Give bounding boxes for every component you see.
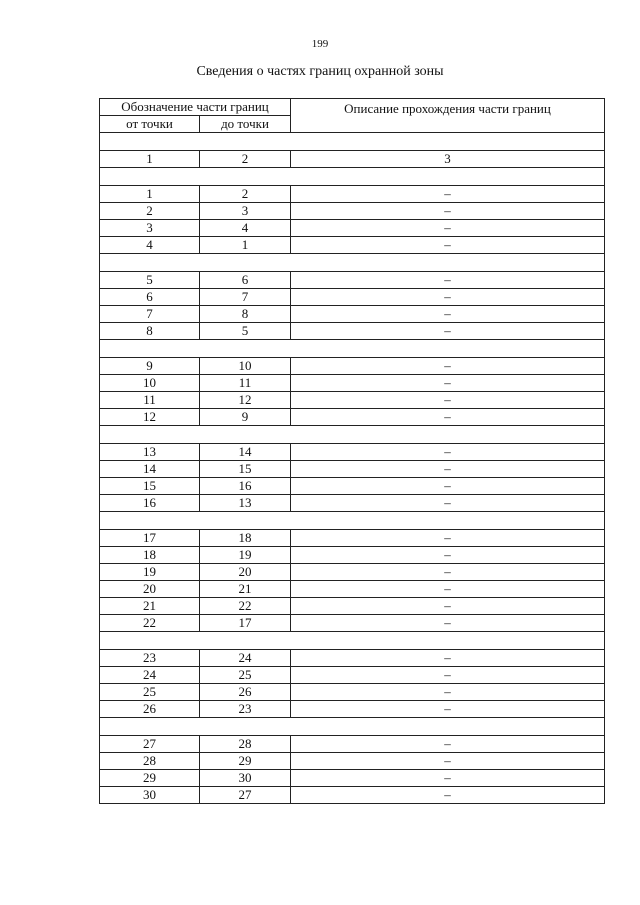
table-row <box>100 547 605 564</box>
table-row <box>100 289 605 306</box>
table-row <box>100 598 605 615</box>
from-point-cell: 30 <box>100 787 200 804</box>
section-separator-cell <box>100 632 605 650</box>
table-row <box>100 564 605 581</box>
section-separator-cell <box>100 718 605 736</box>
table-row <box>100 650 605 667</box>
table-row <box>100 530 605 547</box>
table-row <box>100 392 605 409</box>
table-row <box>100 409 605 426</box>
section-separator-row <box>100 254 605 272</box>
from-point-cell: 20 <box>100 581 200 598</box>
column-index-cell: 3 <box>291 151 605 168</box>
table-row <box>100 461 605 478</box>
from-point-cell: 1 <box>100 186 200 203</box>
from-point-cell: 3 <box>100 220 200 237</box>
to-point-cell: 18 <box>200 530 291 547</box>
to-point-cell: 24 <box>200 650 291 667</box>
to-point-cell: 29 <box>200 753 291 770</box>
table-row <box>100 615 605 632</box>
page-number: 199 <box>311 38 329 50</box>
table-row <box>100 753 605 770</box>
to-point-cell: 26 <box>200 684 291 701</box>
from-point-cell: 13 <box>100 444 200 461</box>
description-cell: – <box>291 736 605 753</box>
description-cell: – <box>291 598 605 615</box>
description-cell: – <box>291 409 605 426</box>
to-point-cell: 13 <box>200 495 291 512</box>
to-point-cell: 4 <box>200 220 291 237</box>
to-point-cell: 14 <box>200 444 291 461</box>
to-point-cell: 20 <box>200 564 291 581</box>
description-cell: – <box>291 530 605 547</box>
table-body <box>100 133 605 804</box>
from-point-cell: 17 <box>100 530 200 547</box>
document-title: Сведения о частях границ охранной зоны <box>196 64 444 79</box>
boundary-parts-table <box>99 98 605 804</box>
section-separator-row <box>100 718 605 736</box>
from-point-cell: 11 <box>100 392 200 409</box>
description-cell: – <box>291 186 605 203</box>
to-point-cell: 8 <box>200 306 291 323</box>
description-cell: – <box>291 272 605 289</box>
description-cell: – <box>291 787 605 804</box>
to-point-cell: 10 <box>200 358 291 375</box>
to-point-cell: 12 <box>200 392 291 409</box>
from-point-cell: 19 <box>100 564 200 581</box>
description-cell: – <box>291 444 605 461</box>
description-cell: – <box>291 615 605 632</box>
description-cell: – <box>291 461 605 478</box>
table-header <box>100 99 605 133</box>
to-point-cell: 3 <box>200 203 291 220</box>
description-cell: – <box>291 547 605 564</box>
section-separator-cell <box>100 512 605 530</box>
from-point-cell: 12 <box>100 409 200 426</box>
table-row <box>100 495 605 512</box>
table-row <box>100 306 605 323</box>
description-cell: – <box>291 375 605 392</box>
to-point-cell: 28 <box>200 736 291 753</box>
header-to-point: до точки <box>200 116 291 133</box>
table-row <box>100 667 605 684</box>
from-point-cell: 6 <box>100 289 200 306</box>
table-row <box>100 375 605 392</box>
from-point-cell: 23 <box>100 650 200 667</box>
from-point-cell: 29 <box>100 770 200 787</box>
description-cell: – <box>291 289 605 306</box>
table-row <box>100 701 605 718</box>
table-row <box>100 358 605 375</box>
description-cell: – <box>291 220 605 237</box>
description-cell: – <box>291 650 605 667</box>
description-cell: – <box>291 495 605 512</box>
from-point-cell: 16 <box>100 495 200 512</box>
description-cell: – <box>291 684 605 701</box>
table-row <box>100 787 605 804</box>
header-from-point: от точки <box>100 116 200 133</box>
section-separator-cell <box>100 340 605 358</box>
from-point-cell: 24 <box>100 667 200 684</box>
to-point-cell: 27 <box>200 787 291 804</box>
description-cell: – <box>291 237 605 254</box>
description-cell: – <box>291 770 605 787</box>
description-cell: – <box>291 306 605 323</box>
section-separator-row <box>100 168 605 186</box>
from-point-cell: 4 <box>100 237 200 254</box>
from-point-cell: 27 <box>100 736 200 753</box>
header-description: Описание прохождения части границ <box>291 99 605 133</box>
table-row <box>100 323 605 340</box>
from-point-cell: 25 <box>100 684 200 701</box>
to-point-cell: 19 <box>200 547 291 564</box>
description-cell: – <box>291 581 605 598</box>
table-row <box>100 770 605 787</box>
from-point-cell: 28 <box>100 753 200 770</box>
section-separator-row <box>100 632 605 650</box>
description-cell: – <box>291 392 605 409</box>
from-point-cell: 22 <box>100 615 200 632</box>
to-point-cell: 7 <box>200 289 291 306</box>
table-row <box>100 272 605 289</box>
table-row <box>100 736 605 753</box>
table-row <box>100 220 605 237</box>
to-point-cell: 21 <box>200 581 291 598</box>
from-point-cell: 10 <box>100 375 200 392</box>
column-index-row <box>100 151 605 168</box>
table-row <box>100 581 605 598</box>
header-boundary-designation: Обозначение части границ <box>100 99 291 116</box>
from-point-cell: 2 <box>100 203 200 220</box>
column-index-cell: 2 <box>200 151 291 168</box>
to-point-cell: 11 <box>200 375 291 392</box>
to-point-cell: 22 <box>200 598 291 615</box>
table-row <box>100 684 605 701</box>
description-cell: – <box>291 701 605 718</box>
from-point-cell: 15 <box>100 478 200 495</box>
description-cell: – <box>291 358 605 375</box>
column-index-cell: 1 <box>100 151 200 168</box>
table-row <box>100 444 605 461</box>
section-separator-cell <box>100 168 605 186</box>
to-point-cell: 17 <box>200 615 291 632</box>
table-row <box>100 237 605 254</box>
to-point-cell: 5 <box>200 323 291 340</box>
to-point-cell: 23 <box>200 701 291 718</box>
to-point-cell: 1 <box>200 237 291 254</box>
from-point-cell: 26 <box>100 701 200 718</box>
from-point-cell: 7 <box>100 306 200 323</box>
description-cell: – <box>291 564 605 581</box>
from-point-cell: 8 <box>100 323 200 340</box>
to-point-cell: 30 <box>200 770 291 787</box>
to-point-cell: 15 <box>200 461 291 478</box>
description-cell: – <box>291 203 605 220</box>
table-row <box>100 186 605 203</box>
to-point-cell: 16 <box>200 478 291 495</box>
description-cell: – <box>291 478 605 495</box>
description-cell: – <box>291 323 605 340</box>
section-separator-cell <box>100 426 605 444</box>
section-separator-row <box>100 426 605 444</box>
to-point-cell: 9 <box>200 409 291 426</box>
description-cell: – <box>291 753 605 770</box>
from-point-cell: 18 <box>100 547 200 564</box>
to-point-cell: 25 <box>200 667 291 684</box>
to-point-cell: 6 <box>200 272 291 289</box>
table-row <box>100 203 605 220</box>
header-spacer-row <box>100 133 605 151</box>
from-point-cell: 5 <box>100 272 200 289</box>
section-separator-cell <box>100 254 605 272</box>
to-point-cell: 2 <box>200 186 291 203</box>
from-point-cell: 14 <box>100 461 200 478</box>
from-point-cell: 9 <box>100 358 200 375</box>
section-separator-row <box>100 340 605 358</box>
table-row <box>100 478 605 495</box>
description-cell: – <box>291 667 605 684</box>
from-point-cell: 21 <box>100 598 200 615</box>
section-separator-row <box>100 512 605 530</box>
